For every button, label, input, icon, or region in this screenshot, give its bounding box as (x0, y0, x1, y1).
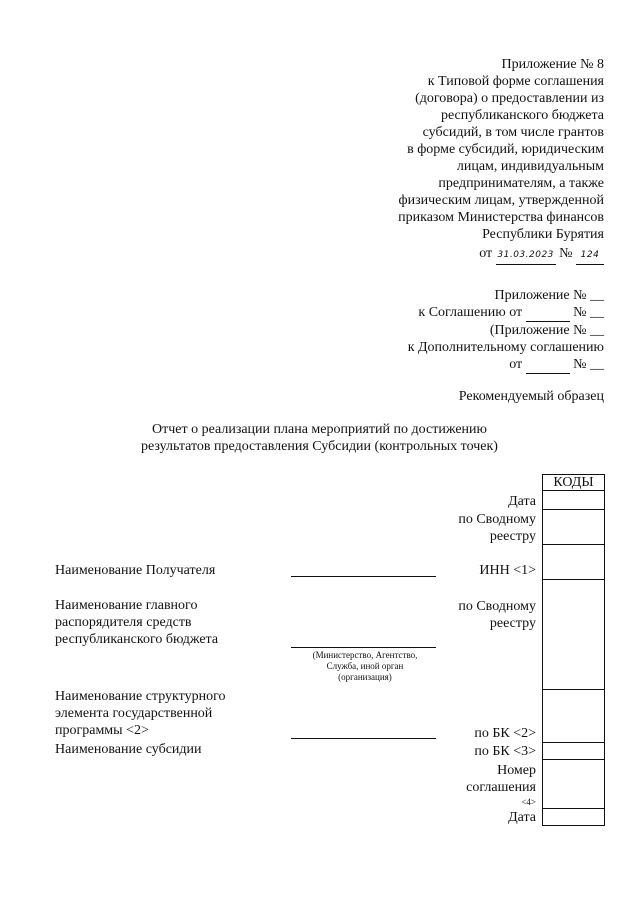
code-label-svod-1: по Сводному реестру (458, 512, 536, 544)
agreement-date-blank[interactable] (526, 304, 570, 322)
codes-row-divider (542, 509, 605, 510)
agreement-line-4: к Дополнительному соглашению (407, 340, 604, 355)
additional-agreement-date-blank[interactable] (526, 356, 570, 374)
agreement-line-2 (284, 304, 604, 322)
grbs-hint: (Министерство, Агентство, Служба, иной орган (организация) (312, 650, 418, 682)
codes-row-divider (542, 579, 605, 580)
agreement-line-3: (Приложение № __ (489, 323, 604, 338)
code-label-bk-3: по БК <3> (474, 744, 536, 759)
code-label-inn: ИНН <1> (479, 563, 536, 578)
appendix-line: республиканского бюджета (440, 108, 604, 123)
order-date: 31.03.2023 (497, 250, 554, 260)
report-title-line-2: результатов предоставления Субсидии (контрольных точек) (141, 439, 498, 454)
codes-header: КОДЫ (553, 475, 594, 490)
appendix-line: в форме субсидий, юридическим (407, 142, 604, 157)
codes-row-divider (542, 742, 605, 743)
agreement-line-5-prefix: от (509, 357, 523, 372)
field-structural-element: Наименование структурного элемента государственной программы <2> (55, 689, 226, 738)
code-label-bk-2: по БК <2> (474, 726, 536, 741)
recipient-blank[interactable] (291, 576, 436, 577)
field-subsidy: Наименование субсидии (55, 742, 202, 757)
report-title-line-1: Отчет о реализации плана мероприятий по достижению (152, 422, 487, 437)
agreement-line-2-prefix: к Соглашению от (418, 305, 523, 320)
appendix-line: физическим лицам, утвержденной (398, 193, 604, 208)
appendix-line: приказом Министерства финансов (398, 210, 604, 225)
appendix-block (284, 56, 604, 265)
structural-element-blank[interactable] (291, 738, 436, 739)
appendix-line: к Типовой форме соглашения (427, 74, 604, 89)
code-label-agreement-number: Номер соглашения <4> (466, 763, 536, 807)
grbs-blank[interactable] (291, 647, 436, 648)
from-label: от (479, 246, 493, 261)
report-title (0, 421, 639, 455)
code-label-date-2: Дата (508, 810, 536, 825)
appendix-line: Приложение № 8 (501, 57, 604, 72)
appendix-lines (284, 56, 604, 243)
code-label-svod-2: по Сводному реестру (458, 599, 536, 631)
codes-table (542, 474, 605, 826)
code-label-date: Дата (508, 494, 536, 509)
appendix-line: (договора) о предоставлении из (415, 91, 604, 106)
order-number: 124 (580, 250, 600, 260)
field-recipient: Наименование Получателя (55, 563, 216, 578)
appendix-line: лицам, индивидуальным (456, 159, 604, 174)
appendix-line: Республики Бурятия (482, 227, 604, 242)
agreement-line-2-suffix: № __ (573, 305, 604, 320)
agreement-line-1: Приложение № __ (494, 288, 604, 303)
agreement-line-5 (284, 356, 604, 374)
codes-row-divider (542, 808, 605, 809)
recommended-sample: Рекомендуемый образец (458, 389, 604, 404)
field-grbs: Наименование главного распорядителя средств республиканского бюджета (55, 598, 219, 647)
appendix-line: предпринимателям, а также (438, 176, 604, 191)
agreement-appendix-block (284, 287, 604, 374)
codes-row-divider (542, 759, 605, 760)
codes-row-divider (542, 544, 605, 545)
agreement-line-5-suffix: № __ (573, 357, 604, 372)
number-label: № (559, 246, 573, 261)
appendix-order-line (284, 245, 604, 265)
codes-row-divider (542, 689, 605, 690)
appendix-line: субсидий, в том числе грантов (422, 125, 604, 140)
